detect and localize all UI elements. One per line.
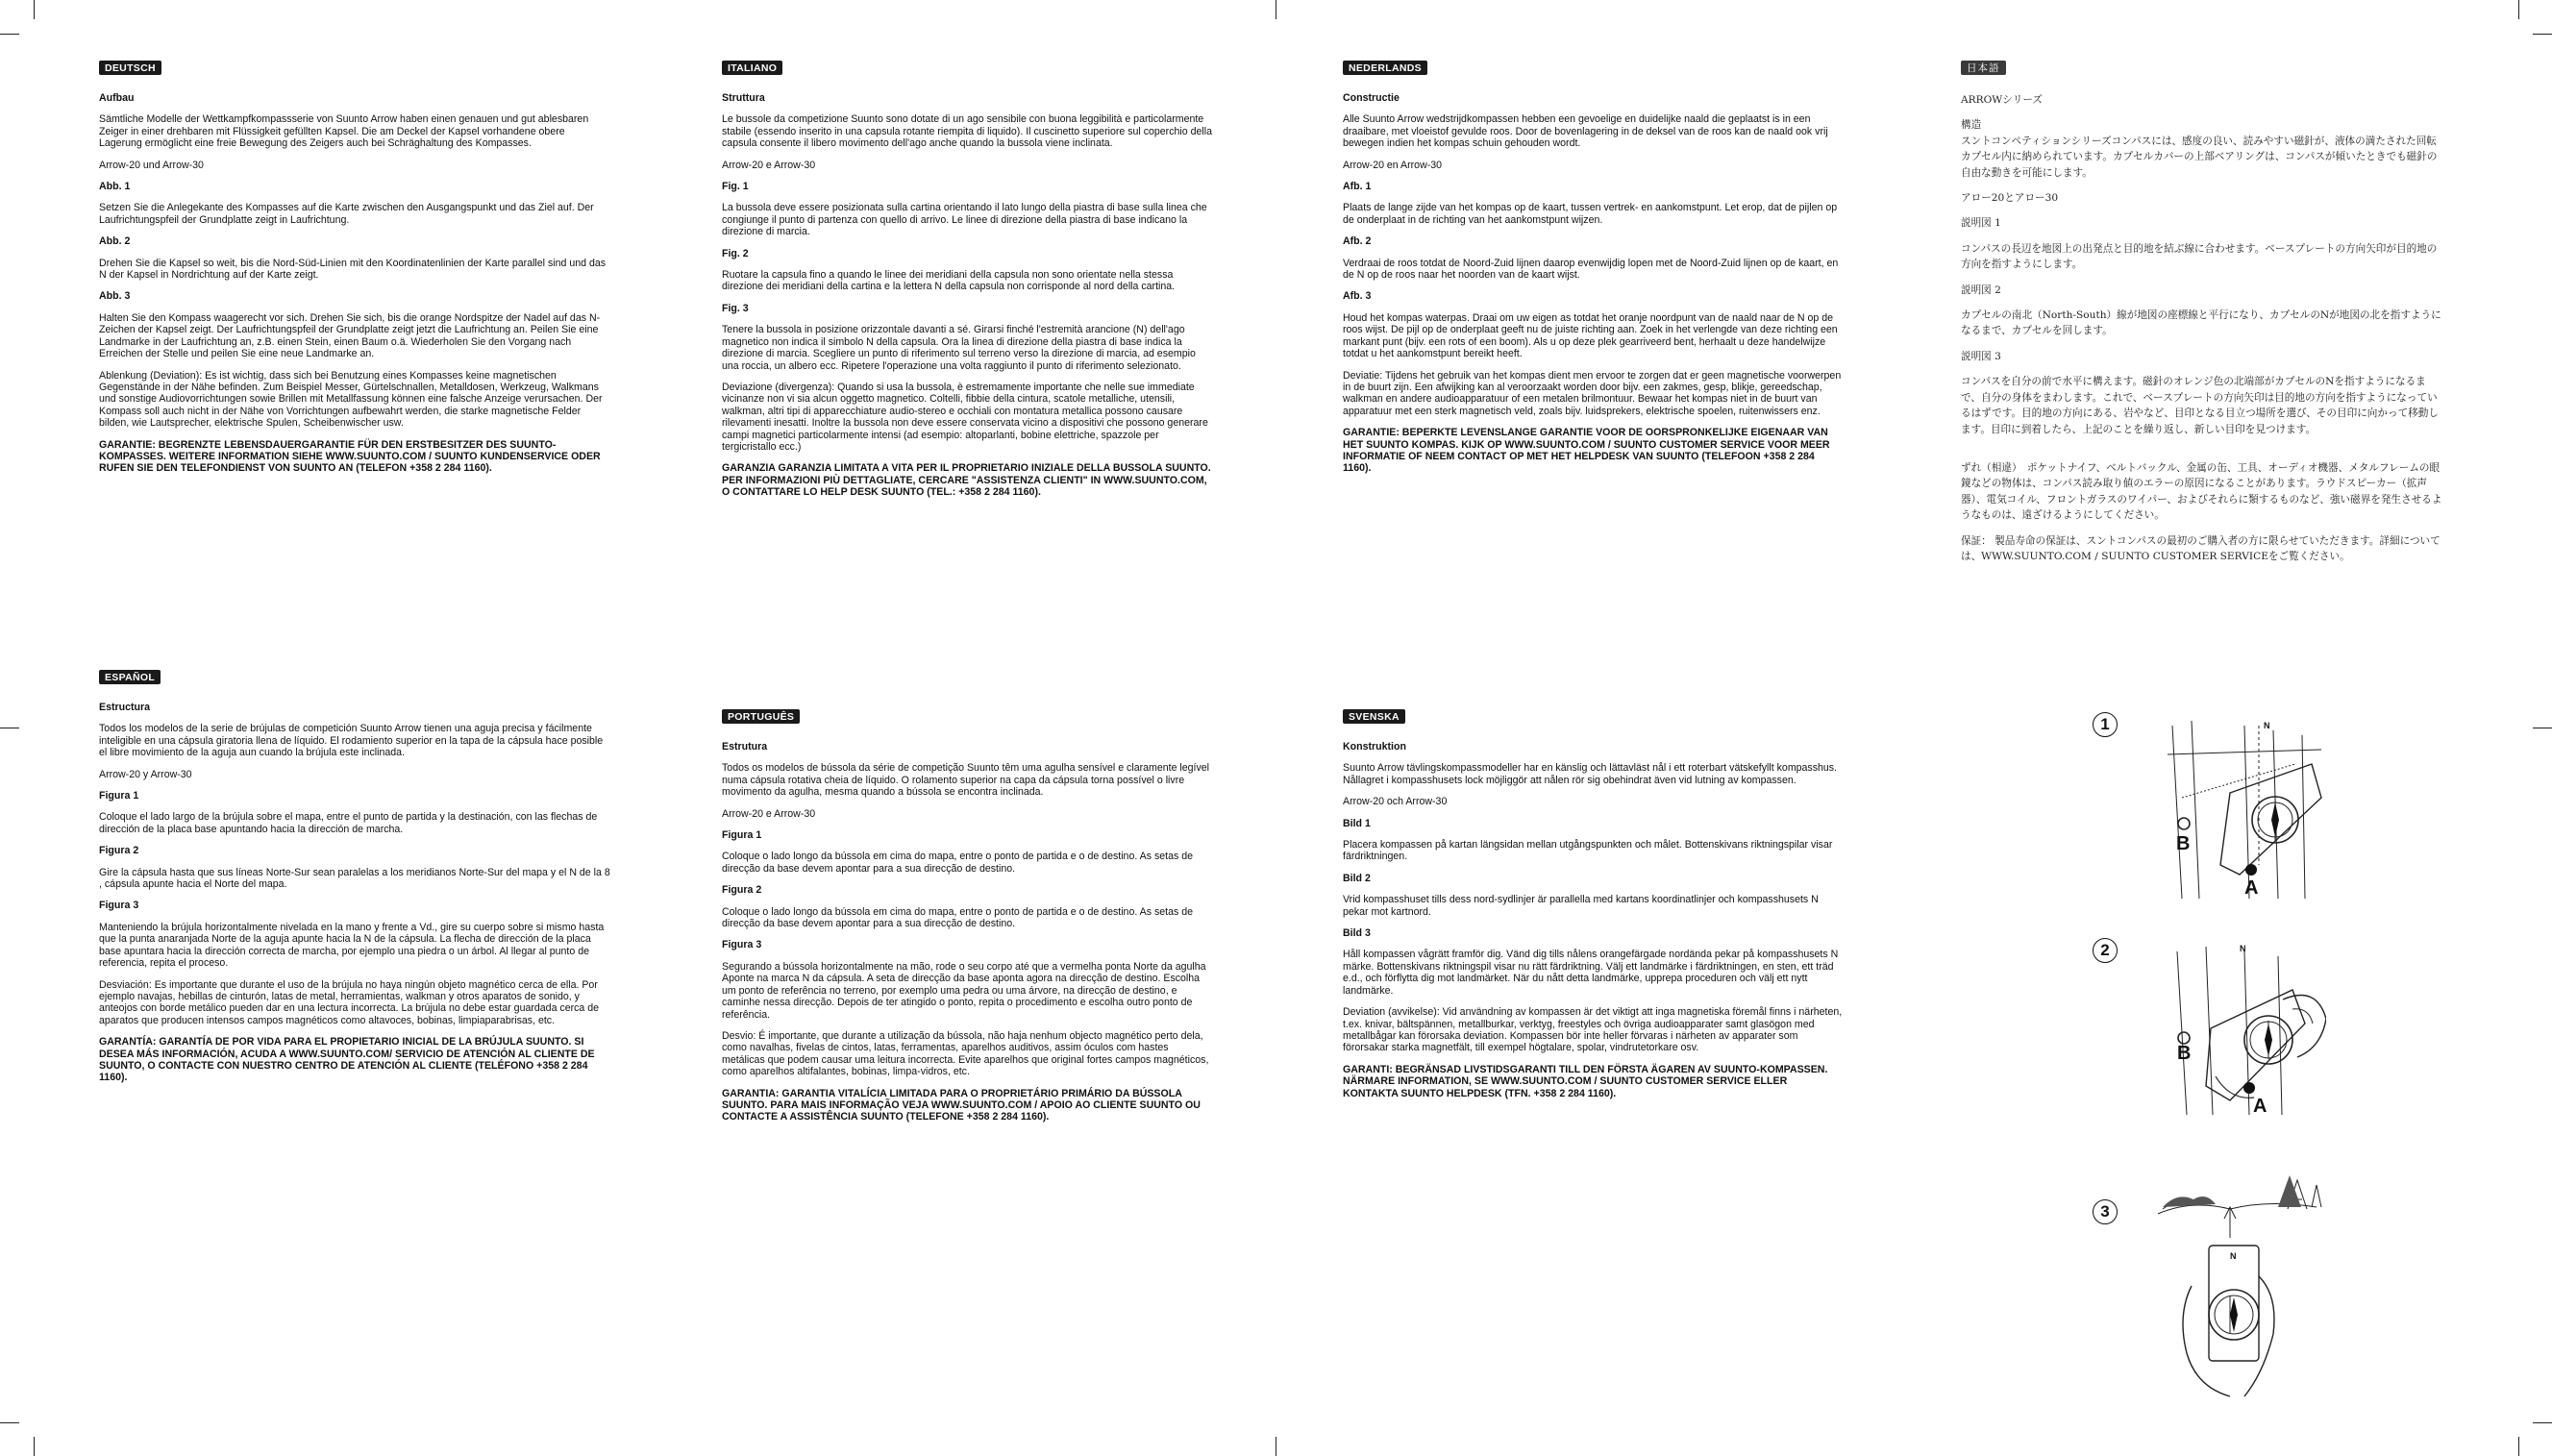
deviation-text: Ablenkung (Deviation): Es ist wichtig, dass sich bei Benutzung eines Kompasses keine magnetischen Gegenstände in der Nähe befinden. Zum Beispiel Messer, Gürtelschnallen, Metalldosen, Werkzeug, Walkmans und sonstige Audiovorrichtungen sowie Brillen mit Metallfassung können eine falsche Anzeige verursachen. Der Kompass soll auch nicht in der Nähe von Vorrichtungen aufbewahrt werden, die starke magnetische Felder bilden, wie Lautsprecher, elektrische Spulen, Scheibenwischer usw. <box>99 369 603 430</box>
section-heading: Struttura <box>722 92 765 104</box>
figure-2-heading: Figura 2 <box>722 884 762 897</box>
figure-1-heading: Figura 1 <box>99 790 139 802</box>
north-label: N <box>2264 721 2270 730</box>
figure-3-heading: Bild 3 <box>1343 927 1371 940</box>
figure-2-text: Verdraai de roos totdat de Noord-Zuid lijnen daarop evenwijdig lopen met de Noord-Zuid lijnen op de kaart, en de N op de roos naar het noorden van de kaart wijst. <box>1343 257 1839 282</box>
language-badge: ESPAÑOL <box>99 670 161 684</box>
figure-2-heading: Bild 2 <box>1343 872 1371 884</box>
intro-text: スントコンペティションシリーズコンパスには、感度の良い、読みやすい磁針が、液体の満たされた回転カプセル内に納められています。カプセルカバーの上部ベアリングは、コンパスが傾いたときでも磁針の自由な動きを可能にします。 <box>1961 135 2438 179</box>
figure-2-heading: Fig. 2 <box>722 247 749 259</box>
deviation-text: Deviatie: Tijdens het gebruik van het kompas dient men ervoor te zorgen dat er geen magnetische voorwerpen in de buurt zijn. Een afwijking kan al veroorzaakt worden door bijv. een zakmes, gesp, blikje, gereedschap, walkman en andere audioapparatuur of een metalen brilmontuur. Bewaar het kompas niet in de buurt van apparatuur met een sterk magnetisch veld, zoals bijv. luidsprekers, elektrische spoelen, ruitenwissers enz. <box>1343 369 1842 417</box>
language-badge: 日本語 <box>1961 61 2006 75</box>
figure-3-heading: Figura 3 <box>722 939 762 951</box>
crop-mark <box>0 34 19 35</box>
figure-3-heading: Afb. 3 <box>1343 290 1372 303</box>
figure-2-text: Gire la cápsula hasta que sus líneas Norte-Sur sean paralelas a los meridianos Norte-Sur del mapa y el N de la 8 , cápsula apunte hacia el Norte del mapa. <box>99 866 610 891</box>
figure-2-text: Drehen Sie die Kapsel so weit, bis die Nord-Süd-Linien mit den Koordinatenlinien der Karte parallel sind und das N der Kapsel in Nordrichtung auf der Karte zeigt. <box>99 257 607 282</box>
crop-mark <box>34 1437 35 1456</box>
figure-1-heading: Abb. 1 <box>99 181 131 193</box>
crop-mark <box>2533 34 2552 35</box>
crop-mark <box>2533 1422 2552 1423</box>
figure-1-heading: Bild 1 <box>1343 817 1371 829</box>
section-heading: Konstruktion <box>1343 741 1406 753</box>
figure-2-heading: Afb. 2 <box>1343 235 1372 248</box>
guarantee-text: GARANTIA: GARANTIA VITALÍCIA LIMITADA PARA O PROPRIETÁRIO PRIMÁRIO DA BÚSSOLA SUUNTO. PARA MAIS INFORMAÇÃO VEJA WWW.SUUNTO.COM / APOIO AO CLIENTE SUUNTO OU CONTACTE A ASSISTÊNCIA SUUNTO (TELEFONE +358 2 284 1160). <box>722 1087 1201 1123</box>
section-italiano <box>722 61 1214 508</box>
models-text: Arrow-20 e Arrow-30 <box>722 807 816 820</box>
section-heading: Estructura <box>99 702 150 713</box>
section-portugues <box>722 709 1214 1133</box>
figure-3-text: Houd het kompas waterpas. Draai om uw eigen as totdat het oranje noordpunt van de naald naar de N op de roos wijst. De pijl op de onderplaat geeft nu de juiste richting aan. Zoek in het verlengde van deze richting een markant punt (bijv. een rots of een boom). Als u op deze plek gearriveerd bent, herhaalt u deze handelwijze totdat u het aankomstpunt bereikt heeft. <box>1343 311 1838 360</box>
figure-2-text: Ruotare la capsula fino a quando le linee dei meridiani della capsula non sono orientate nella stessa direzione dei meridiani della cartina e la lettera N della capsula non corrisponde al nord della cartina. <box>722 269 1176 293</box>
figure-1-text: コンパスの長辺を地図上の出発点と目的地を結ぶ線に合わせます。ベースプレートの方向矢印が目的地の方向を指すようにします。 <box>1961 242 2438 271</box>
models-text: アロー20とアロー30 <box>1961 192 2059 205</box>
figure-3-text: Håll kompassen vågrätt framför dig. Vänd dig tills nålens orangefärgade nordända pekar på kompasshusets N märke. Bottenskivans riktningspil visar nu rätt färdriktning. Välj ett landmärke i färdriktningen, en sten, ett träd e.d., och förflytta dig mot landmärket. När du nått detta landmärke, upprepa proceduren och välj ett nytt landmärke. <box>1343 949 1839 997</box>
figure-2-heading: Abb. 2 <box>99 235 131 248</box>
crop-mark <box>2518 1437 2519 1456</box>
figure-2 <box>2086 932 2326 1120</box>
figure-3-heading: 説明図 3 <box>1961 350 2001 362</box>
section-japanese <box>1961 61 2443 574</box>
north-label: N <box>2230 1251 2237 1261</box>
figure-3-text: Tenere la bussola in posizione orizzontale davanti a sé. Girarsi finché l'estremità arancione (N) dell'ago magnetico non indica il simbolo N della capsula. Ora la linea di direzione della piastra di base indica la direzione di marcia. Scegliere un punto di riferimento sul terreno verso la direzione di marcia, ad esempio una roccia, un albero ecc. Ripetere l'operazione una volta raggiunto il punto di riferimento selezionato. <box>722 324 1196 372</box>
deviation-text: Deviazione (divergenza): Quando si usa la bussola, è estremamente importante che nelle sue immediate vicinanze non vi sia alcun oggetto magnetico. Coltelli, fibbie della cintura, scatole metalliche, utensili, walkman, altri tipi di apparecchiature audio-stereo e occhiali con montatura metallica possono causare rilevamenti inesatti. Inoltre la bussola non deve essere conservata vicino a dispositivi che possono generare campi magnetici particolarmente intensi (ad esempio: altoparlanti, bobine elettriche, spazzole per tergicristallo ecc.) <box>722 381 1208 453</box>
intro-text: Todos os modelos de bússola da série de competição Suunto têm uma agulha sensível e claramente legível numa cápsula rotativa cheia de líquido. O rolamento superior na capa da cápsula torna possível o livre movimento da agulha, mesma quando a bússola se encontra inclinada. <box>722 762 1210 799</box>
deviation-text: Desviación: Es importante que durante el uso de la brújula no haya ningún objeto magnético cerca de ella. Por ejemplo navajas, hebillas de cinturón, latas de metal, herramientas, walkman y otros aparatos de sonido, y anteojos con borde metálico pueden dar en una lectura incorrecta. La brújula no debe estar guardada cerca de aparatos que producen intensos campos magnéticos como altavoces, bobinas, limpiaparabrisas, etc. <box>99 978 600 1026</box>
figure-1-text: Coloque el lado largo de la brújula sobre el mapa, entre el punto de partida y la destinación, con las flechas de dirección de la placa base apuntando hacia la dirección de marcha. <box>99 811 598 835</box>
guarantee-text: GARANZIA GARANZIA LIMITATA A VITA PER IL PROPRIETARIO INIZIALE DELLA BUSSOLA SUUNTO. PER INFORMAZIONI PIÙ DETTAGLIATE, CERCARE "ASSISTENZA CLIENTI" IN WWW.SUUNTO.COM, O CONTATTARE LO HELP DESK SUUNTO (TEL.: +358 2 284 1160). <box>722 462 1211 499</box>
figure-2-heading: Figura 2 <box>99 845 139 857</box>
deviation-text: ずれ（相違） ポケットナイフ、ベルトバックル、金属の缶、工具、オーディオ機器、メタルフレームの眼鏡などの物体は、コンパス読み取り値のエラーの原因になることがあります。ラウドスピーカー（拡声器）、電気コイル、フロントガラスのワイパー、およびそれらに類するものなど、強い磁界を発生させるようなものは、遠ざけるようにしてください。 <box>1961 461 2442 522</box>
figure-3-heading: Figura 3 <box>99 900 139 912</box>
figure-2-text: Coloque o lado longo da bússola em cima do mapa, entre o ponto de partida e o de destino. As setas de direcção da base devem apontar para a sua direcção de destino. <box>722 905 1193 930</box>
figure-2-text: カプセルの南北（North-South）線が地図の座標線と平行になり、カプセルのNが地図の北を指すようになるまで、カプセルを回します。 <box>1961 309 2441 337</box>
figure-3-text: コンパスを自分の前で水平に構えます。磁針のオレンジ色の北端部がカプセルのNを指すようになるまで、自分の身体をまわします。これで、ベースプレートの方向矢印は目的地の方向を指すようになっているはずです。目的地の方向にある、岩やなど、目印となる目立つ場所を選び、その目印に向かって移動します。目印に到着したら、上記のことを繰り返し、新しい目印を見つけます。 <box>1961 376 2439 435</box>
figure-2-text: Vrid kompasshuset tills dess nord-sydlinjer är parallella med kartans koordinatlinjer och kompasshusets N pekar mot kartnord. <box>1343 894 1819 918</box>
guarantee-text: GARANTI: BEGRÄNSAD LIVSTIDSGARANTI TILL DEN FÖRSTA ÄGAREN AV SUUNTO-KOMPASSEN. NÄRMARE INFORMATION, SE WWW.SUUNTO.COM / SUUNTO CUSTOMER SERVICE ELLER KONTAKTA SUUNTO HELPDESK (TFN. +358 2 284 1160). <box>1343 1063 1828 1099</box>
intro-text: Sämtliche Modelle der Wettkampfkompassserie von Suunto Arrow haben einen genauen und gut ablesbaren Zeiger in einer drehbaren mit Flüssigkeit gefüllten Kapsel. Die am Deckel der Kapsel vorhandene obere Lagerung ermöglicht eine freie Bewegung des Zeigers auch bei Schräghaltung des Kompasses. <box>99 113 589 150</box>
figure-3 <box>2086 1171 2336 1401</box>
compass-in-hand-illustration <box>2086 1171 2336 1401</box>
crop-mark <box>34 0 35 19</box>
section-svenska <box>1343 709 1845 1109</box>
figure-2-number: 2 <box>2093 938 2118 963</box>
guarantee-text: 保証： 製品寿命の保証は、スントコンパスの最初のご購入者の方に限らせていただきます。詳細については、WWW.SUUNTO.COM / SUUNTO CUSTOMER SERVICEをご覧ください。 <box>1961 534 2441 562</box>
point-b-label: B <box>2176 833 2191 854</box>
section-nederlands <box>1343 61 1845 484</box>
models-text: Arrow-20 y Arrow-30 <box>99 768 192 780</box>
language-badge: NEDERLANDS <box>1343 61 1427 75</box>
point-a-label: A <box>2253 1096 2267 1117</box>
figure-3-text: Halten Sie den Kompass waagerecht vor sich. Drehen Sie sich, bis die orange Nordspitze der Nadel auf das N-Zeichen der Kapsel zeigt. Der Laufrichtungspfeil der Grundplatte zeigt jetzt die Laufrichtung an. Peilen Sie eine Landmarke in der Laufrichtung an, z.B. einen Stein, einen Baum o.ä. Wiederholen Sie den Vorgang nach Erreichen der Stelle und peilen Sie eine neue Landmarke an. <box>99 311 601 360</box>
figure-3-heading: Abb. 3 <box>99 290 131 303</box>
models-text: Arrow-20 och Arrow-30 <box>1343 796 1448 808</box>
intro-text: Todos los modelos de la serie de brújulas de competición Suunto Arrow tienen una aguja precisa y fácilmente inteligible en una cápsula giratoria llena de líquido. El rodamiento superior en la tapa de la cápsula hace posible el libre movimiento de la aguja aun cuando la brújula este inclinada. <box>99 723 604 759</box>
intro-text: Alle Suunto Arrow wedstrijdkompassen hebben een gevoelige en duidelijke naald die geplaatst is in een draaibare, met vloeistof gevulde roos. Door de bovenlagering in de deksel van de roos kan de naald ook vrij bewegen indien het kompas schuin gehouden wordt. <box>1343 113 1828 150</box>
intro-text: Suunto Arrow tävlingskompassmodeller har en känslig och lättavläst nål i ett roterbart vätskefyllt kompasshus. Nållagret i kompasshusets lock möjliggör att nålen rör sig obehindrat även vid lutning av kompassen. <box>1343 762 1838 786</box>
figure-1-text: Plaats de lange zijde van het kompas op de kaart, tussen vertrek- en aankomstpunt. Let erop, dat de pijlen op de onderplaat in de richting van het aankomstpunt wijzen. <box>1343 202 1838 226</box>
section-heading: Constructie <box>1343 92 1400 104</box>
section-espanol <box>99 670 610 1094</box>
language-badge: SVENSKA <box>1343 709 1405 724</box>
compass-on-map-illustration <box>2086 706 2326 903</box>
figure-3-text: Segurando a bússola horizontalmente na mão, rode o seu corpo até que a vermelha ponta Norte da agulha Aponte na marca N da cápsula. A seta de direcção da base aponta agora na direcção de destino. Escolha um ponto de referência no terreno, por exemplo uma pedra ou uma árvore, na direcção de destino, e caminhe nessa direcção. Depois de ter atingido o ponto, repita o procedimento e escolha outro ponto de referência. <box>722 960 1206 1021</box>
section-heading: Aufbau <box>99 92 135 104</box>
models-text: Arrow-20 und Arrow-30 <box>99 159 204 171</box>
section-heading: ARROWシリーズ <box>1961 94 2044 106</box>
crop-mark <box>0 1422 19 1423</box>
figure-1 <box>2086 706 2326 903</box>
figure-1-number: 1 <box>2093 712 2118 737</box>
models-text: Arrow-20 en Arrow-30 <box>1343 159 1443 171</box>
figure-3-heading: Fig. 3 <box>722 302 749 314</box>
compass-rotate-illustration <box>2086 932 2326 1120</box>
figure-3-number: 3 <box>2093 1199 2118 1224</box>
crop-mark <box>2518 0 2519 19</box>
language-badge: PORTUGUÊS <box>722 709 800 724</box>
point-b-label: B <box>2177 1043 2192 1064</box>
guarantee-text: GARANTIE: BEGRENZTE LEBENSDAUERGARANTIE FÜR DEN ERSTBESITZER DES SUUNTO-KOMPASSES. WEITERE INFORMATION SIEHE WWW.SUUNTO.COM / SUUNTO KUNDENSERVICE ODER RUFEN SIE DEN TELEFONDIENST VON SUUNTO AN (TELEFON +358 2 284 1160). <box>99 438 601 475</box>
figure-1-heading: Afb. 1 <box>1343 181 1372 193</box>
deviation-text: Deviation (avvikelse): Vid användning av kompassen är det viktigt att inga magnetiska föremål finns i närheten, t.ex. knivar, bältspännen, metallburkar, verktyg, freestyles och övriga audioapparater samt glasögon med metallbågar kan förorsaka deviation. Kompassen bör inte heller förvaras i närheten av apparater som förorsakar starka magnetfält, till exempel högtalare, spolar, vindrutetorkare osv. <box>1343 1006 1843 1054</box>
guarantee-text: GARANTIE: BEPERKTE LEVENSLANGE GARANTIE VOOR DE OORSPRONKELIJKE EIGENAAR VAN HET SUUNTO KOMPAS. KIJK OP WWW.SUUNTO.COM / SUUNTO CUSTOMER SERVICE VOOR MEER INFORMATIE OF NEEM CONTACT OP MET HET HELPDESK VAN SUUNTO (TELEFOON +358 2 284 1160). <box>1343 427 1830 475</box>
figure-1-text: La bussola deve essere posizionata sulla cartina orientando il lato lungo della piastra di base sulla linea che congiunge il punto di partenza con quello di arrivo. Le linee di direzione della piastra di base indicano la direzione di marcia. <box>722 202 1207 238</box>
language-badge: ITALIANO <box>722 61 782 75</box>
intro-text: Le bussole da competizione Suunto sono dotate di un ago sensibile con buona leggibilità e particolarmente stabile (essendo inserito in una capsula rotante riempita di liquido). Il cuscinetto superiore sul coperchio della capsula consente il libero movimento dell'ago anche quando la bussola viene inclinata. <box>722 113 1212 150</box>
section-heading: Estrutura <box>722 741 768 753</box>
figure-1-text: Coloque o lado longo da bússola em cima do mapa, entre o ponto de partida e o de destino. As setas de direcção da base devem apontar para a sua direcção de destino. <box>722 851 1193 875</box>
figure-1-text: Setzen Sie die Anlegekante des Kompasses auf die Karte zwischen den Ausgangspunkt und das Ziel auf. Der Laufrichtungspfeil der Grundplatte zeigt in Laufrichtung. <box>99 202 594 226</box>
language-badge: DEUTSCH <box>99 61 161 75</box>
deviation-text: Desvio: É importante, que durante a utilização da bússola, não haja nenhum objecto magnético perto dela, como navalhas, fivelas de cintos, latas, ferramentas, aparelhos auditivos, assim óculos com hastes metálicas que podem causar uma leitura incorrecta. Evite aparelhos que original fortes campos magnéticos, como aparelhos altifalantes, bobinas, limpa-vidros, etc. <box>722 1029 1209 1078</box>
north-label: N <box>2240 944 2246 953</box>
figure-1-text: Placera kompassen på kartan längsidan mellan utgångspunkten och målet. Bottenskivans riktningspilar visar färdriktningen. <box>1343 839 1833 863</box>
section-deutsch <box>99 61 610 484</box>
figure-1-heading: 説明図 1 <box>1961 217 2001 230</box>
structure-heading: 構造 <box>1961 119 1982 132</box>
figure-1-heading: Fig. 1 <box>722 181 749 193</box>
figure-3-text: Manteniendo la brújula horizontalmente nivelada en la mano y frente a Vd., gire su cuerpo sobre si mismo hasta que la punta anaranjada Norte de la aguja apunte hacia la N de la cápsula. La flecha de dirección de la placa base apuntara hacia la dirección correcta de marcha, por ejemplo una piedra o un árbol. Al llegar al punto de referencia, repita el proceso. <box>99 921 605 970</box>
point-a-label: A <box>2244 877 2259 899</box>
figure-2-heading: 説明図 2 <box>1961 284 2001 296</box>
guarantee-text: GARANTÍA: GARANTÍA DE POR VIDA PARA EL PROPIETARIO INICIAL DE LA BRÚJULA SUUNTO. SI DESEA MÁS INFORMACIÓN, ACUDA A WWW.SUUNTO.COM/ SERVICIO DE ATENCIÓN AL CLIENTE DE SUUNTO, O CONTACTE CON NUESTRO CENTRO DE ATENCIÓN AL CLIENTE (TELÉFONO +358 2 284 1160). <box>99 1036 595 1084</box>
models-text: Arrow-20 e Arrow-30 <box>722 159 816 171</box>
figure-1-heading: Figura 1 <box>722 829 762 842</box>
